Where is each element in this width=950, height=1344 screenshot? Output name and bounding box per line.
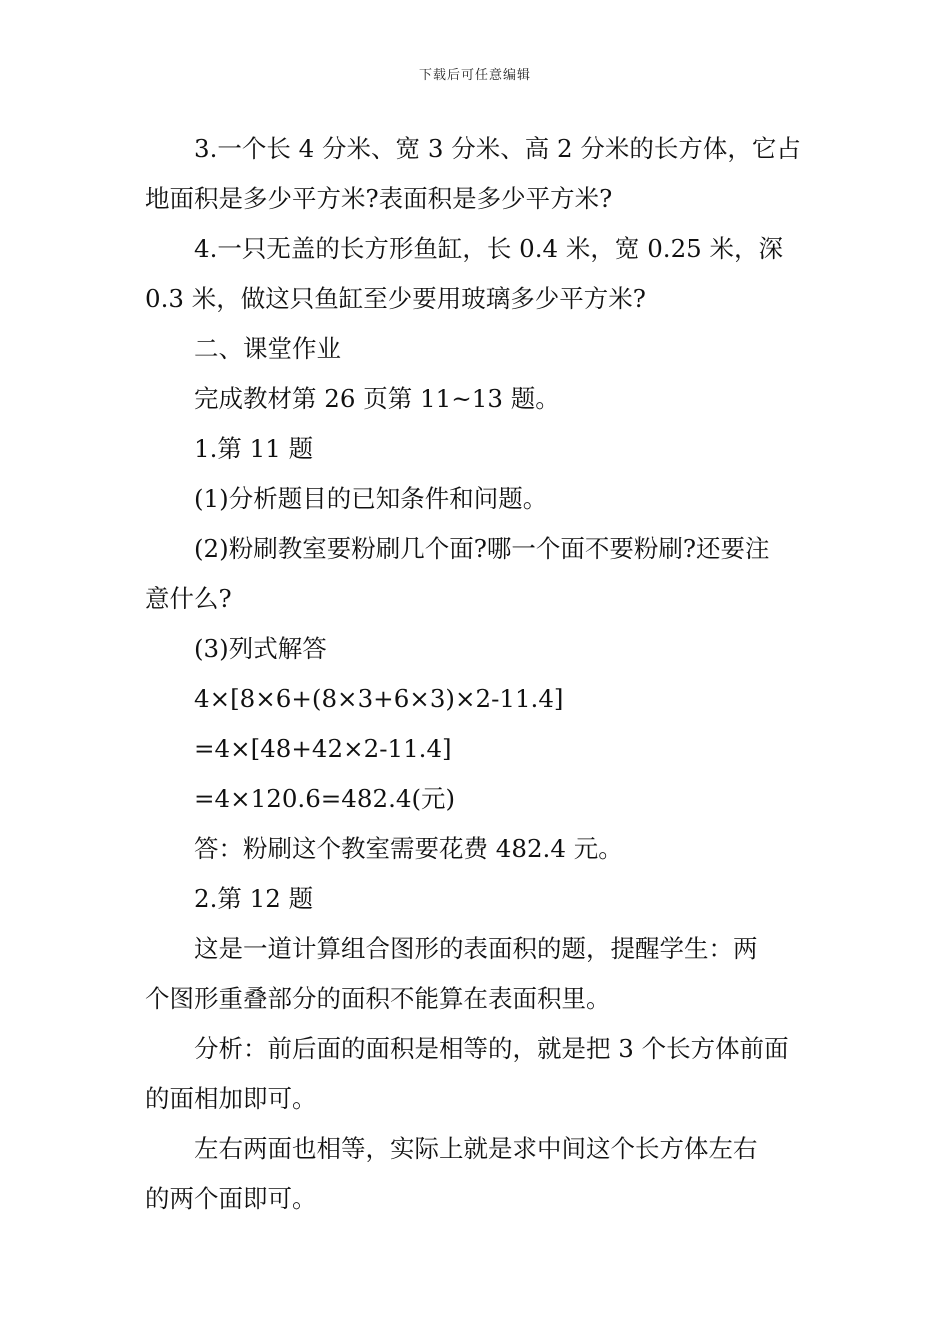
section-heading [145,324,805,374]
paragraph-line: (3)列式解答 [194,634,327,663]
paragraph-line: 1.第 11 题 [194,434,314,463]
paragraph-line: 左右两面也相等，实际上就是求中间这个长方体左右 [194,1134,758,1163]
paragraph-line: 4.一只无盖的长方形鱼缸，长 0.4 米，宽 0.25 米，深 [194,234,784,263]
paragraph-line: 分析：前后面的面积是相等的，就是把 3 个长方体前面 [194,1034,789,1063]
page-header: 下载后可任意编辑 [418,68,531,83]
assignment-text [145,374,805,424]
paragraph-line: 意什么? [145,584,232,613]
paragraph-line: 个图形重叠部分的面积不能算在表面积里。 [145,984,611,1013]
paragraph-line: 二、课堂作业 [194,334,341,363]
analysis-front-back [145,1024,805,1124]
question-3 [145,124,805,224]
problem-12-note [145,924,805,1024]
paragraph-line: 答：粉刷这个教室需要花费 482.4 元。 [194,834,623,863]
answer-11 [145,824,805,874]
formula-line-3 [145,774,805,824]
paragraph-line: 地面积是多少平方米?表面积是多少平方米? [145,184,613,213]
problem-11-title [145,424,805,474]
formula-line-2 [145,724,805,774]
paragraph-line: (2)粉刷教室要粉刷几个面?哪一个面不要粉刷?还要注 [194,534,770,563]
paragraph-line: (1)分析题目的已知条件和问题。 [194,484,548,513]
formula-line-1 [145,674,805,724]
paragraph-line: 3.一个长 4 分米、宽 3 分米、高 2 分米的长方体，它占 [194,134,801,163]
step-3 [145,624,805,674]
paragraph-line: 的两个面即可。 [145,1184,317,1213]
analysis-left-right [145,1124,805,1224]
paragraph-line: 0.3 米，做这只鱼缸至少要用玻璃多少平方米? [145,284,646,313]
paragraph-line: =4×[48+42×2-11.4] [194,734,452,763]
step-1 [145,474,805,524]
problem-12-title [145,874,805,924]
question-4 [145,224,805,324]
step-2 [145,524,805,624]
paragraph-line: 完成教材第 26 页第 11~13 题。 [194,384,560,413]
paragraph-line: 这是一道计算组合图形的表面积的题，提醒学生：两 [194,934,758,963]
paragraph-line: 的面相加即可。 [145,1084,317,1113]
paragraph-line: 4×[8×6+(8×3+6×3)×2-11.4] [194,684,564,713]
document-body [145,124,805,1224]
paragraph-line: 2.第 12 题 [194,884,314,913]
paragraph-line: =4×120.6=482.4(元) [194,784,456,813]
